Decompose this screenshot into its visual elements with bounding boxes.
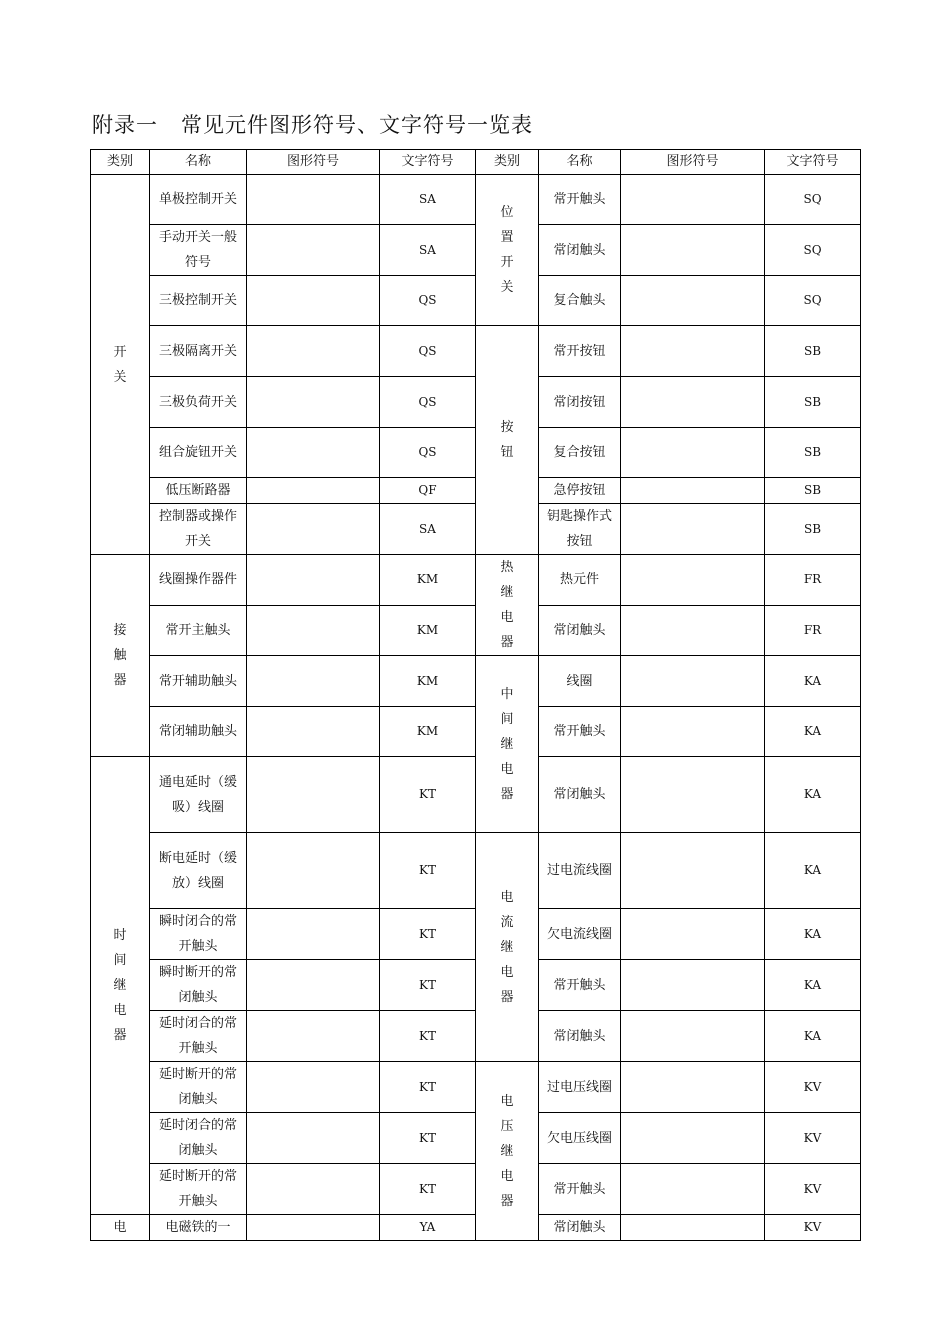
right-item-code: KA: [765, 960, 861, 1011]
right-item-symbol: [621, 478, 765, 504]
table-row: [91, 656, 861, 707]
right-item-code: KA: [765, 757, 861, 833]
left-item-name: 电磁铁的一: [150, 1215, 247, 1241]
right-item-name: 复合触头: [539, 276, 621, 326]
left-item-name: 延时断开的常开触头: [150, 1164, 247, 1215]
right-item-code: SB: [765, 478, 861, 504]
left-item-symbol: [247, 1062, 380, 1113]
table-row: [91, 326, 861, 377]
right-item-symbol: [621, 326, 765, 377]
right-item-code: KA: [765, 1011, 861, 1062]
left-item-code: YA: [380, 1215, 476, 1241]
left-item-code: QF: [380, 478, 476, 504]
right-item-code: KV: [765, 1113, 861, 1164]
right-item-symbol: [621, 175, 765, 225]
right-item-symbol: [621, 833, 765, 909]
right-item-code: FR: [765, 605, 861, 656]
table-row: [91, 833, 861, 909]
right-item-symbol: [621, 605, 765, 656]
right-item-name: 常闭触头: [539, 605, 621, 656]
left-item-symbol: [247, 833, 380, 909]
symbol-table: [90, 149, 861, 1241]
left-item-name: 三极控制开关: [150, 276, 247, 326]
right-item-name: 欠电流线圈: [539, 909, 621, 960]
right-item-symbol: [621, 276, 765, 326]
right-item-code: SB: [765, 377, 861, 428]
left-item-symbol: [247, 478, 380, 504]
left-item-name: 线圈操作器件: [150, 555, 247, 606]
left-category-cell: 开 关: [91, 175, 150, 555]
right-item-code: KA: [765, 656, 861, 707]
table-row: [91, 175, 861, 225]
right-category-cell: 电 压 继 电 器: [476, 1062, 539, 1241]
left-item-code: SA: [380, 225, 476, 276]
right-item-code: KV: [765, 1062, 861, 1113]
left-item-symbol: [247, 707, 380, 757]
right-item-code: SQ: [765, 276, 861, 326]
left-item-symbol: [247, 656, 380, 707]
left-item-name: 延时闭合的常闭触头: [150, 1113, 247, 1164]
left-item-symbol: [247, 377, 380, 428]
left-item-code: KT: [380, 1062, 476, 1113]
right-item-code: SB: [765, 326, 861, 377]
left-item-symbol: [247, 276, 380, 326]
left-item-name: 三极负荷开关: [150, 377, 247, 428]
right-item-symbol: [621, 555, 765, 606]
left-item-code: QS: [380, 326, 476, 377]
left-item-symbol: [247, 757, 380, 833]
right-item-symbol: [621, 1164, 765, 1215]
left-item-name: 三极隔离开关: [150, 326, 247, 377]
right-item-symbol: [621, 1113, 765, 1164]
right-category-cell: 热 继 电 器: [476, 555, 539, 656]
left-item-code: KT: [380, 757, 476, 833]
right-item-code: FR: [765, 555, 861, 606]
left-item-name: 控制器或操作开关: [150, 504, 247, 555]
left-item-name: 延时闭合的常开触头: [150, 1011, 247, 1062]
left-item-symbol: [247, 1011, 380, 1062]
header-left-code: 文字符号: [380, 150, 476, 175]
right-category-cell: 按 钮: [476, 326, 539, 555]
right-item-name: 常开按钮: [539, 326, 621, 377]
right-item-name: 常开触头: [539, 175, 621, 225]
header-right-symbol: 图形符号: [621, 150, 765, 175]
right-item-code: KV: [765, 1215, 861, 1241]
right-item-symbol: [621, 377, 765, 428]
table-header-row: [91, 150, 861, 175]
right-item-name: 过电流线圈: [539, 833, 621, 909]
left-item-symbol: [247, 605, 380, 656]
left-item-symbol: [247, 326, 380, 377]
right-item-name: 常闭按钮: [539, 377, 621, 428]
left-item-symbol: [247, 1215, 380, 1241]
right-item-name: 常闭触头: [539, 757, 621, 833]
right-category-cell: 中 间 继 电 器: [476, 656, 539, 833]
table-row: [91, 555, 861, 606]
right-item-symbol: [621, 504, 765, 555]
header-left-symbol: 图形符号: [247, 150, 380, 175]
left-item-symbol: [247, 175, 380, 225]
right-item-code: KA: [765, 909, 861, 960]
left-item-symbol: [247, 909, 380, 960]
right-item-name: 线圈: [539, 656, 621, 707]
left-category-cell: 接 触 器: [91, 555, 150, 757]
right-item-name: 常开触头: [539, 1164, 621, 1215]
left-item-name: 组合旋钮开关: [150, 428, 247, 478]
left-item-name: 低压断路器: [150, 478, 247, 504]
right-category-cell: 位 置 开 关: [476, 175, 539, 326]
left-item-symbol: [247, 428, 380, 478]
left-item-name: 常闭辅助触头: [150, 707, 247, 757]
right-item-code: KA: [765, 833, 861, 909]
left-item-code: KT: [380, 909, 476, 960]
left-item-code: SA: [380, 504, 476, 555]
right-item-code: SQ: [765, 225, 861, 276]
left-item-symbol: [247, 960, 380, 1011]
right-item-symbol: [621, 1215, 765, 1241]
header-left-category: 类别: [91, 150, 150, 175]
left-item-code: KT: [380, 833, 476, 909]
left-item-code: KT: [380, 960, 476, 1011]
right-item-symbol: [621, 1011, 765, 1062]
right-item-code: KA: [765, 707, 861, 757]
right-item-symbol: [621, 225, 765, 276]
header-right-category: 类别: [476, 150, 539, 175]
left-item-name: 常开辅助触头: [150, 656, 247, 707]
left-item-code: QS: [380, 377, 476, 428]
right-item-symbol: [621, 757, 765, 833]
left-item-name: 通电延时（缓吸）线圈: [150, 757, 247, 833]
left-item-symbol: [247, 555, 380, 606]
left-item-code: QS: [380, 428, 476, 478]
right-item-name: 常闭触头: [539, 1011, 621, 1062]
right-item-symbol: [621, 1062, 765, 1113]
table-row: [91, 1062, 861, 1113]
right-item-code: SB: [765, 504, 861, 555]
right-item-symbol: [621, 707, 765, 757]
left-item-code: KM: [380, 555, 476, 606]
left-item-code: KM: [380, 707, 476, 757]
left-item-name: 瞬时闭合的常开触头: [150, 909, 247, 960]
symbol-table-container: [90, 149, 861, 1241]
right-item-symbol: [621, 656, 765, 707]
right-item-name: 热元件: [539, 555, 621, 606]
left-category-cell: 电: [91, 1215, 150, 1241]
left-item-code: QS: [380, 276, 476, 326]
left-item-name: 单极控制开关: [150, 175, 247, 225]
right-item-name: 过电压线圈: [539, 1062, 621, 1113]
left-item-name: 常开主触头: [150, 605, 247, 656]
right-item-name: 常开触头: [539, 960, 621, 1011]
left-item-name: 延时断开的常闭触头: [150, 1062, 247, 1113]
left-item-code: KT: [380, 1011, 476, 1062]
right-item-code: SB: [765, 428, 861, 478]
left-item-code: KM: [380, 656, 476, 707]
right-item-name: 急停按钮: [539, 478, 621, 504]
right-category-cell: 电 流 继 电 器: [476, 833, 539, 1062]
right-item-code: KV: [765, 1164, 861, 1215]
left-item-code: KM: [380, 605, 476, 656]
header-right-name: 名称: [539, 150, 621, 175]
page-title: 附录一 常见元件图形符号、文字符号一览表: [92, 113, 534, 137]
right-item-name: 欠电压线圈: [539, 1113, 621, 1164]
right-item-symbol: [621, 960, 765, 1011]
right-item-name: 钥匙操作式按钮: [539, 504, 621, 555]
left-category-cell: 时 间 继 电 器: [91, 757, 150, 1215]
right-item-symbol: [621, 909, 765, 960]
left-item-name: 断电延时（缓放）线圈: [150, 833, 247, 909]
right-item-name: 常闭触头: [539, 225, 621, 276]
left-item-name: 瞬时断开的常闭触头: [150, 960, 247, 1011]
left-item-symbol: [247, 225, 380, 276]
right-item-code: SQ: [765, 175, 861, 225]
right-item-name: 常开触头: [539, 707, 621, 757]
left-item-symbol: [247, 1113, 380, 1164]
left-item-code: KT: [380, 1113, 476, 1164]
left-item-symbol: [247, 504, 380, 555]
right-item-name: 复合按钮: [539, 428, 621, 478]
left-item-code: KT: [380, 1164, 476, 1215]
left-item-code: SA: [380, 175, 476, 225]
right-item-name: 常闭触头: [539, 1215, 621, 1241]
header-right-code: 文字符号: [765, 150, 861, 175]
left-item-symbol: [247, 1164, 380, 1215]
left-item-name: 手动开关一般符号: [150, 225, 247, 276]
right-item-symbol: [621, 428, 765, 478]
header-left-name: 名称: [150, 150, 247, 175]
